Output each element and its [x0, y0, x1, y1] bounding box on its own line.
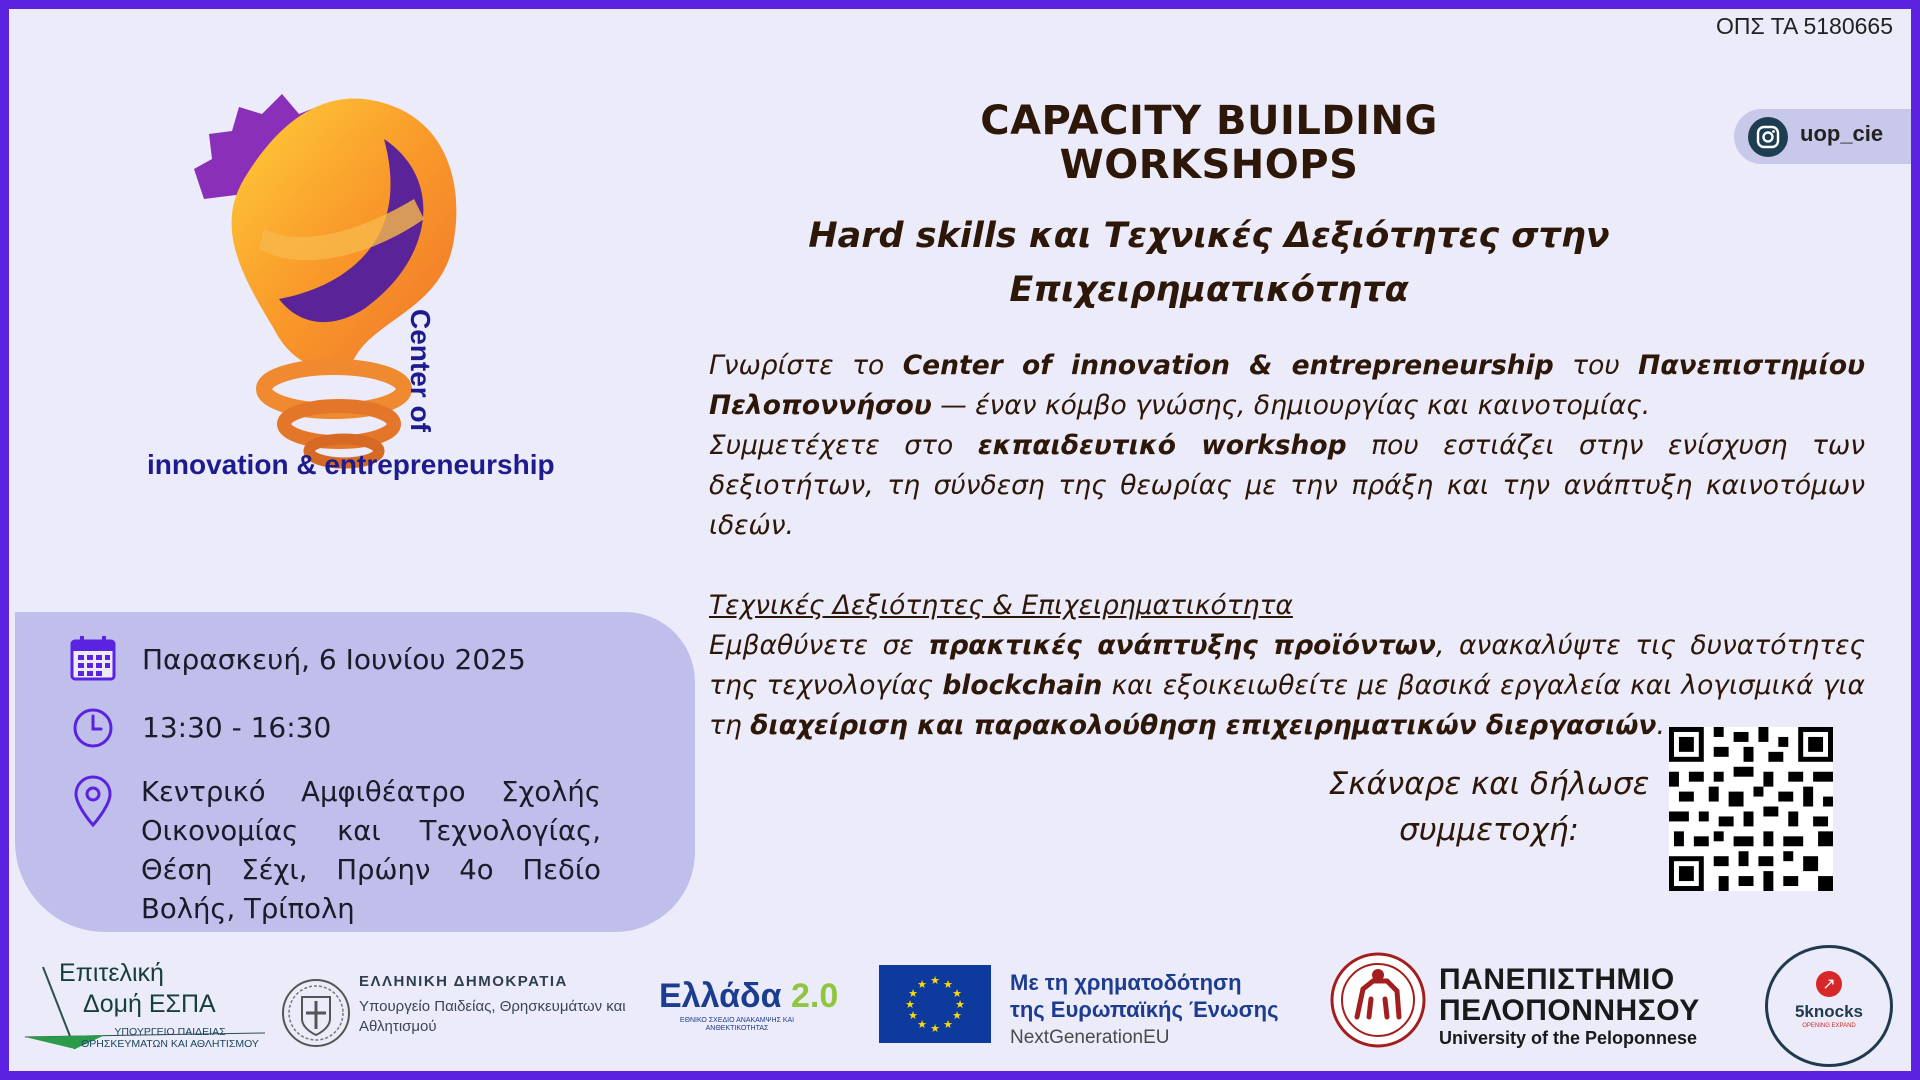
5knocks-text: 5knocks: [1794, 1002, 1864, 1021]
next-generation-eu: NextGenerationEU: [1010, 1027, 1170, 1048]
espa-line-1: Επιτελική: [59, 959, 164, 987]
subtitle: [789, 209, 1629, 317]
event-info-box: [15, 612, 695, 932]
event-location: Κεντρικό Αμφιθέατρο Σχολής Οικονομίας και Τεχνολογίας, Θέση Σέχι, Πρώην 4ο Πεδίο Βολής, Τρίπολη: [141, 776, 601, 925]
subtitle-line-1: Hard skills και Τεχνικές Δεξιότητες στην: [808, 216, 1610, 256]
event-date: Παρασκευή, 6 Ιουνίου 2025: [142, 643, 526, 676]
calendar-icon: [69, 634, 117, 682]
svg-text:★: ★: [908, 987, 918, 1000]
title-line-2: WORKSHOPS: [1059, 142, 1359, 188]
svg-text:★: ★: [930, 1022, 940, 1035]
map-pin-icon: [73, 774, 113, 828]
university-name-gr-2: ΠΕΛΟΠΟΝΝΗΣΟΥ: [1439, 994, 1700, 1027]
registration-prompt: Σκάναρε και δήλωσε συμμετοχή:: [1328, 766, 1650, 848]
section-heading: Τεχνικές Δεξιότητες & Επιχειρηματικότητα: [709, 590, 1293, 621]
svg-text:★: ★: [905, 998, 915, 1011]
svg-text:★: ★: [917, 1018, 927, 1031]
title-line-1: CAPACITY BUILDING: [980, 98, 1438, 144]
greece-2-0-small: ΕΘΝΙΚΟ ΣΧΕΔΙΟ ΑΝΑΚΑΜΨΗΣ ΚΑΙ ΑΝΘΕΚΤΙΚΟΤΗΤΑΣ: [679, 1017, 795, 1032]
lightbulb-gear-logo: [164, 79, 634, 499]
university-seal-icon: [1329, 951, 1427, 1049]
espa-line-2: Δομή ΕΣΠΑ: [83, 990, 216, 1018]
project-code: ΟΠΣ ΤΑ 5180665: [1715, 13, 1893, 39]
page-title: [879, 99, 1539, 187]
svg-text:★: ★: [930, 974, 940, 987]
ministry-name: Υπουργείο Παιδείας, Θρησκευμάτων και Αθλητισμού: [359, 998, 626, 1035]
svg-text:★: ★: [908, 1009, 918, 1022]
5knocks-logo: [1765, 945, 1893, 1067]
qr-code[interactable]: [1669, 727, 1833, 891]
intro-paragraph-2: Συμμετέχετε στο εκπαιδευτικό workshop που εστιάζει στην ενίσχυση των δεξιοτήτων, τη σύνδεση της θεωρίας με την πράξη και την ανάπτυξη καινοτόμων ιδεών.: [709, 430, 1865, 541]
subtitle-line-2: Επιχειρηματικότητα: [1009, 270, 1409, 310]
logo-text: innovation & entrepreneurship: [147, 449, 555, 480]
svg-text:★: ★: [955, 998, 965, 1011]
clock-icon: [72, 707, 114, 749]
greece-2-0-logo: Ελλάδα 2.0: [659, 977, 839, 1015]
svg-text:★: ★: [943, 1018, 953, 1031]
instagram-icon: [1748, 117, 1788, 157]
instagram-handle: uop_cie: [1800, 121, 1884, 146]
svg-text:★: ★: [952, 1009, 962, 1022]
espa-ministry-small: ΥΠΟΥΡΓΕΙΟ ΠΑΙΔΕΙΑΣ ΘΡΗΣΚΕΥΜΑΤΩΝ ΚΑΙ ΑΘΛΗΤΙΣΜΟΥ: [81, 1026, 259, 1050]
arrow-icon: ↗: [1816, 971, 1842, 997]
svg-text:★: ★: [917, 978, 927, 991]
greek-emblem-icon: [280, 977, 352, 1049]
poster: [9, 9, 1911, 1071]
university-name-gr-1: ΠΑΝΕΠΙΣΤΗΜΙΟ: [1439, 963, 1675, 996]
5knocks-small: OPENING EXPAND: [1802, 1023, 1856, 1029]
svg-text:★: ★: [952, 987, 962, 1000]
eu-funding-line-1: Με τη χρηματοδότηση: [1010, 970, 1242, 995]
svg-text:★: ★: [943, 978, 953, 991]
section-paragraph: Εμβαθύνετε σε πρακτικές ανάπτυξης προϊόντων, ανακαλύψτε τις δυνατότητες της τεχνολογίας blockchain και εξοικειωθείτε με βασικά εργαλεία και λογισμικά για τη διαχείριση και παρακολούθηση επιχειρηματικών διεργασιών.: [709, 630, 1866, 741]
eu-funding-line-2: της Ευρωπαϊκής Ένωσης: [1010, 997, 1279, 1022]
logo-vertical-text: Center of: [405, 309, 436, 432]
description: [709, 346, 1865, 746]
hellenic-republic: ΕΛΛΗΝΙΚΗ ΔΗΜΟΚΡΑΤΙΑ: [359, 973, 568, 990]
university-name-en: University of the Peloponnese: [1439, 1028, 1698, 1048]
eu-flag-icon: [879, 965, 991, 1043]
instagram-badge[interactable]: [1734, 109, 1911, 164]
intro-paragraph-1: Γνωρίστε το Center of innovation & entrepreneurship του Πανεπιστημίου Πελοποννήσου — έναν κόμβο γνώσης, δημιουργίας και καινοτομίας.: [709, 350, 1865, 421]
event-time: 13:30 - 16:30: [142, 711, 332, 744]
